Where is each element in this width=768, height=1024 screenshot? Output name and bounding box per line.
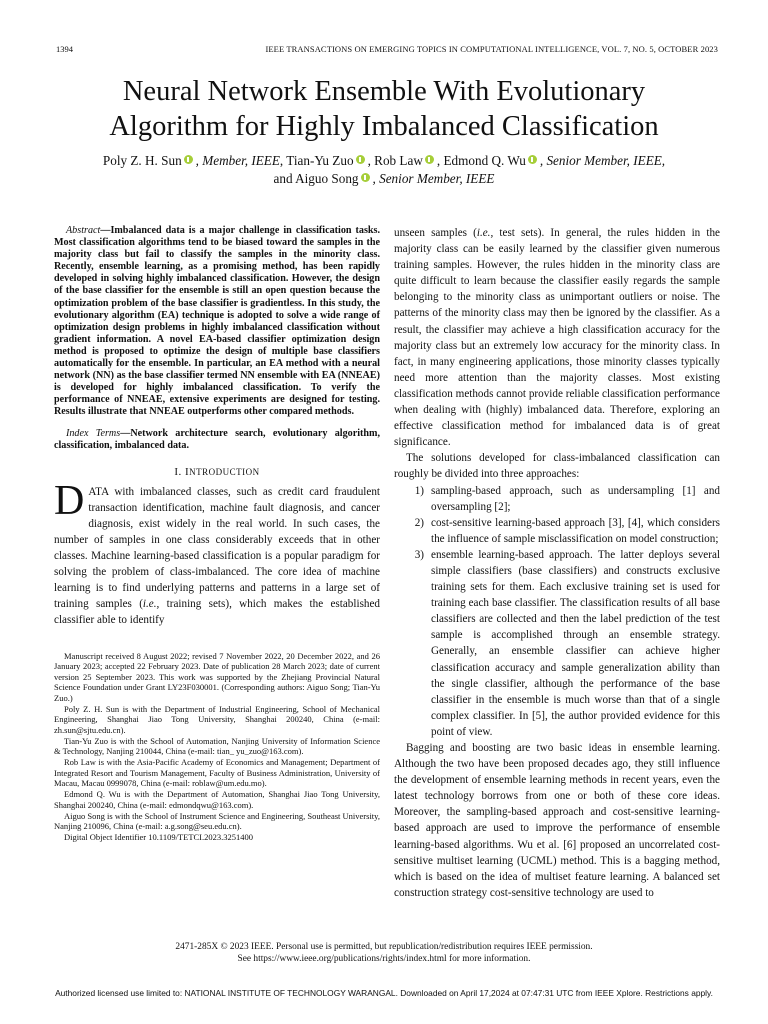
list-item: 3) ensemble learning-based approach. The latter deploys several simple classifiers (base classifiers) and constructs exclusive training sets for them. Each exclusive training set is used for training each base classifier. The classification results of all base classifiers are collected and then the label prediction of the test sample is accomplished through an ensemble strategy. Generally, an ensemble classifier can achieve higher classification accuracy and sample generalization ability than the single classifier, although the performance of the base classifier in the ensemble is much worse than that of a single complex classifier. In [5], the author provided evidence for this point of view. [414, 548, 720, 738]
author-5-role: , Senior Member, IEEE [372, 171, 495, 186]
approach-list [394, 483, 720, 741]
abstract-lead: Abstract [66, 225, 101, 236]
orcid-icon[interactable] [356, 155, 365, 164]
copyright-notice [56, 942, 712, 965]
paper-title [40, 74, 728, 144]
drop-cap: D [54, 477, 85, 524]
author-1: Poly Z. H. Sun [102, 153, 182, 168]
left-column [54, 225, 380, 843]
list-item: 2) cost-sensitive learning-based approach [3], [4], which considers the influence of sample misclassification on model construction; [414, 516, 720, 545]
body-paragraph: The solutions developed for class-imbalanced classification can roughly be divided into three approaches: [394, 452, 720, 481]
section-heading-rest: NTRODUCTION [189, 466, 260, 477]
orcid-icon[interactable] [425, 155, 434, 164]
index-terms-text: —Network architecture search, evolutionary algorithm, classification, imbalanced data. [54, 427, 380, 451]
footnote-affiliation: Edmond Q. Wu is with the Department of Automation, Shanghai Jiao Tong University, Shanghai 200240, China (e-mail: edmondqwu@163.com). [54, 789, 380, 810]
orcid-icon[interactable] [528, 155, 537, 164]
title-line-1: Neural Network Ensemble With Evolutionary [122, 76, 646, 107]
list-item: 1) sampling-based approach, such as undersampling [1] and oversampling [2]; [414, 484, 720, 513]
orcid-icon[interactable] [361, 173, 370, 182]
footnotes [54, 651, 380, 843]
intro-text: ATA with imbalanced classes, such as credit card fraudulent transaction identification, machine fault diagnosis, and cancer diagnosis, exist widely in the real world. In such cases, the number of samples in one class considerably exceeds that in other classes. Machine learning-based classification is a popular paradigm for solving the problem of class-imbalanced. The core idea of machine learning is to find underlying patterns and patterns in a large set of training samples ( [54, 485, 380, 611]
title-line-2: Algorithm for Highly Imbalanced Classification [109, 111, 659, 142]
intro-paragraph [54, 477, 380, 629]
section-numeral: I. [174, 465, 182, 478]
section-heading-initial: I [185, 465, 190, 478]
section-heading [54, 466, 380, 478]
author-3: , Rob Law [367, 153, 423, 168]
abstract-text: —Imbalanced data is a major challenge in classification tasks. Most classification algorithms tend to be biased toward the samples in the majority class but fail to classify the samples in the minority class. Recently, ensemble learning, as a promising method, has been rapidly developed in solving highly imbalanced classification. However, the design of the base classifier for the ensemble is still an open question because the optimization problem of the base classifier is gradientless. In this study, the evolutionary algorithm (EA) technique is adopted to solve a wide range of optimization design problems in highly imbalanced classification without gradient information. A novel EA-based classifier optimization design method is proposed to optimize the design of multiple base classifiers automatically for the ensemble. In particular, an EA method with a neural network (NN) as the base classifier termed NN ensemble with EA (NNEAE) is developed for highly imbalanced classification. To verify the performance of NNEAE, extensive experiments are designed for testing. Results illustrate that NNEAE outperforms other compared methods. [54, 225, 380, 418]
body-paragraph: unseen samples (i.e., test sets). In general, the rules hidden in the majority class can be easily learned by the classifier given numerous training samples. However, the rules hidden in the minority class are quite difficult to learn because the classifier easily regards the sample belonging to the minority class as unimportant outliers or noise. The patterns of the minority class may then be ignored by the classifier. As a result, the classifier may achieve a high classification accuracy for the majority class but an extremely low accuracy for the minority class. In fact, in many engineering applications, those minority classes typically need more attention than the majority classes. Most existing classification methods cannot provide reliable classification performance when dealing with (highly) imbalanced data. Therefore, exploring an effective classification method for imbalanced data is of great significance. [394, 227, 720, 449]
copyright-line: 2471-285X © 2023 IEEE. Personal use is permitted, but republication/redistribution requires IEEE permission. [175, 942, 593, 952]
journal-name: IEEE TRANSACTIONS ON EMERGING TOPICS IN COMPUTATIONAL INTELLIGENCE, VOL. 7, NO. 5, OCTOBER 2023 [265, 44, 718, 54]
footnote-affiliation: Tian-Yu Zuo is with the School of Automation, Nanjing University of Information Science & Technology, Nanjing 210044, China (e-mail: tian_ yu_zuo@163.com). [54, 735, 380, 757]
author-4: , Edmond Q. Wu [436, 153, 526, 168]
footnote-affiliation: Poly Z. H. Sun is with the Department of Industrial Engineering, School of Mechanical Engineering, Shanghai Jiao Tong University, Shanghai 200240, China (e-mail: zh.sun@sjtu.edu.cn). [54, 703, 380, 735]
intro-text-end: training sets), which makes the established classifier able to identify [54, 598, 380, 627]
author-list [56, 152, 712, 188]
index-terms-lead: Index Terms [66, 427, 121, 439]
intro-ie: i.e., [142, 598, 160, 611]
right-column [394, 225, 720, 901]
index-terms [54, 428, 380, 452]
abstract [54, 225, 380, 419]
rights-link[interactable]: See https://www.ieee.org/publications/rights/index.html for more information. [237, 953, 531, 964]
author-2: , Tian-Yu Zuo [279, 153, 354, 168]
author-1-role: , Member, IEEE [195, 153, 280, 168]
footnote-doi: Digital Object Identifier 10.1109/TETCI.2023.3251400 [64, 832, 254, 843]
license-notice: Authorized licensed use limited to: NATIONAL INSTITUTE OF TECHNOLOGY WARANGAL. Downloaded on April 17,2024 at 07:47:31 UTC from IEEE Xplore. Restrictions apply. [55, 988, 713, 998]
footnote-affiliation: Aiguo Song is with the School of Instrument Science and Engineering, Southeast University, Nanjing 210096, China (e-mail: a.g.song@seu.edu.cn). [54, 810, 380, 832]
footnote-manuscript: Manuscript received 8 August 2022; revised 7 November 2022, 20 December 2022, and 26 January 2023; accepted 22 February 2023. Date of publication 28 March 2023; date of current version 25 September 2023. This work was supported by the Zhejiang Provincial Natural Science Foundation under Grant LY23F030001. (Corresponding authors: Aiguo Song; Tian-Yu Zuo.) [54, 650, 380, 703]
orcid-icon[interactable] [184, 155, 193, 164]
author-4-role: , Senior Member, IEEE, [539, 153, 666, 168]
footnote-affiliation: Rob Law is with the Asia-Pacific Academy of Economics and Management; Department of Integrated Resort and Tourism Management, Faculty of Business Administration, University of Macau, Macau 0999078, China (e-mail: roblaw@um.edu.mo). [54, 757, 380, 789]
page-number: 1394 [56, 44, 73, 54]
body-paragraph: Bagging and boosting are two basic ideas in ensemble learning. Although the two have been proposed decades ago, they still influence the development of ensemble learning methods in recent years, even the latest technology borrows from one or both of these core ideas. Moreover, the sampling-based approach and cost-sensitive learning-based approach are used to improve the performance of ensemble learning-based algorithms. Wu et al. [6] proposed an uncorrelated cost-sensitive multiset learning (UCML) method. This is a bagging method, which is based on the idea of multiset feature learning. A balanced set construction strategy cost-sensitive technology are used to [394, 742, 720, 899]
author-5: and Aiguo Song [273, 171, 359, 186]
